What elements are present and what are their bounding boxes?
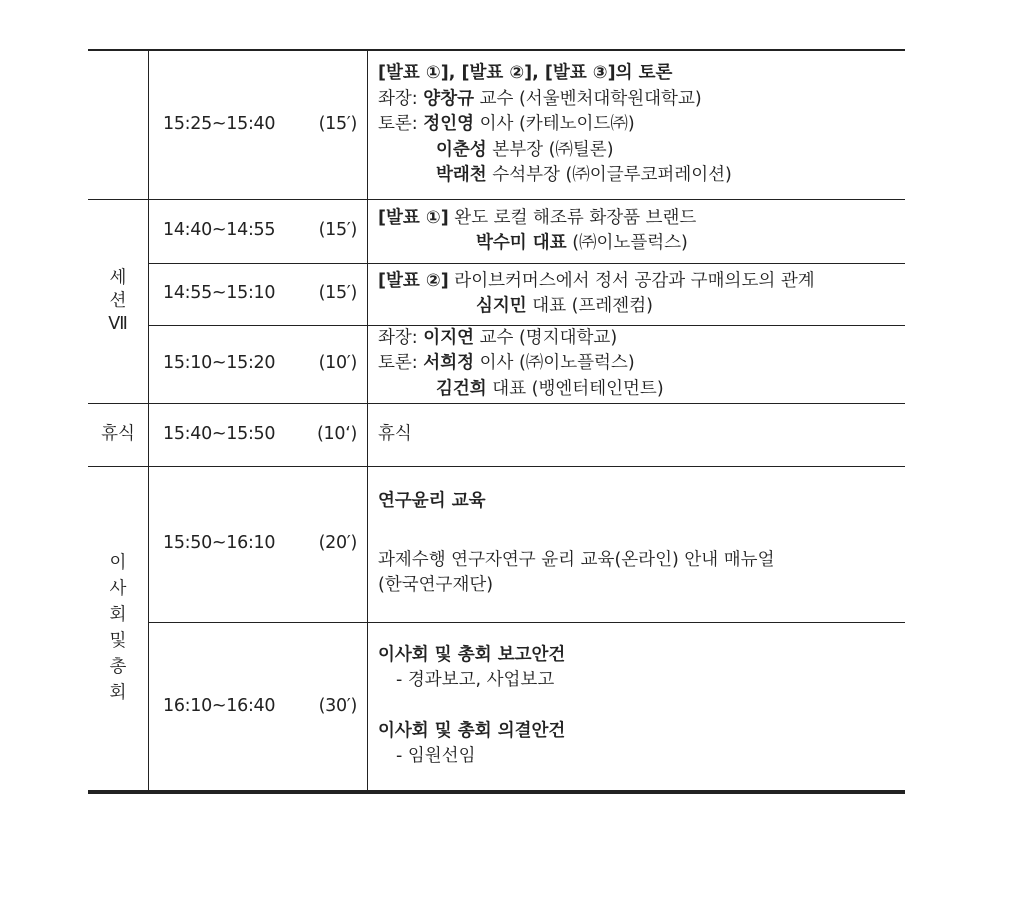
session-label: 세 션 Ⅶ <box>108 267 128 334</box>
detail-cell <box>368 403 906 466</box>
time-cell <box>149 50 368 199</box>
duration: (15′) <box>318 283 357 304</box>
time-cell <box>149 466 368 622</box>
discussant-line <box>378 138 905 164</box>
time-cell <box>149 403 368 466</box>
time-range: 15:10~15:20 <box>163 353 276 374</box>
time-cell <box>149 622 368 792</box>
presenter-name: 박수미 대표 <box>476 233 567 253</box>
chair-line: 좌장: 양창규 교수 (서울벤처대학원대학교) <box>378 88 702 109</box>
time-cell <box>149 325 368 403</box>
session-cell <box>88 50 149 199</box>
duration: (15′) <box>318 220 357 241</box>
discussant-name: 서희정 <box>423 353 475 374</box>
presenter-line <box>378 294 905 320</box>
chair-info: 교수 (명지대학교) <box>479 327 618 348</box>
time-cell <box>149 263 368 325</box>
discussion-title: [발표 ①], [발표 ②], [발표 ③]의 토론 <box>378 63 673 83</box>
discussant-line <box>378 377 905 403</box>
session-label-cell <box>88 466 149 792</box>
discussant-line: 토론: 서희정 이사 (㈜이노플럭스) <box>378 353 635 374</box>
discussant-name: 박래천 <box>436 165 487 185</box>
description-line: (한국연구재단) <box>378 575 494 596</box>
presenter-name: 심지민 <box>476 296 527 316</box>
section-title: 연구윤리 교육 <box>378 491 486 512</box>
duration: (20′) <box>318 533 357 554</box>
presentation-line <box>378 269 905 295</box>
discussant-name: 정인영 <box>423 114 475 134</box>
presentation-label: [발표 ②] <box>378 270 449 291</box>
discussant-line <box>378 163 905 189</box>
agenda-item: - 경과보고, 사업보고 <box>396 670 555 691</box>
presenter-info: (㈜이노플럭스) <box>572 233 688 253</box>
chair-line: 좌장: 이지연 교수 (명지대학교) <box>378 327 618 348</box>
schedule-row <box>88 263 905 325</box>
discussant-info: 본부장 (㈜틸론) <box>492 139 614 160</box>
discussant-info: 이사 (㈜이노플럭스) <box>479 353 635 374</box>
duration: (15′) <box>318 114 357 134</box>
detail-cell <box>368 263 906 325</box>
agenda-title: 이사회 및 총회 보고안건 <box>378 644 566 665</box>
duration: (10′) <box>318 353 357 374</box>
description-line: 과제수행 연구자연구 윤리 교육(온라인) 안내 매뉴얼 <box>378 549 775 570</box>
time-range: 15:25~15:40 <box>163 114 276 134</box>
chair-name: 양창규 <box>423 88 475 109</box>
presentation-label: [발표 ①] <box>378 207 449 228</box>
chair-info: 교수 (서울벤처대학원대학교) <box>479 88 702 109</box>
discussant-info: 대표 (뱅엔터테인먼트) <box>492 378 664 399</box>
time-range: 14:40~14:55 <box>163 220 276 241</box>
schedule-row <box>88 403 905 466</box>
time-range: 15:40~15:50 <box>163 423 276 444</box>
time-range: 16:10~16:40 <box>163 695 276 716</box>
presentation-line <box>378 206 905 232</box>
time-cell <box>149 199 368 263</box>
schedule-row <box>88 622 905 792</box>
presentation-title: 라이브커머스에서 정서 공감과 구매의도의 관계 <box>454 270 815 291</box>
discussant-name: 김건희 <box>436 378 487 399</box>
presenter-info: 대표 (프레젠컴) <box>532 296 653 316</box>
schedule-row <box>88 325 905 403</box>
presentation-title: 완도 로컬 해조류 화장품 브랜드 <box>454 207 697 228</box>
detail-cell <box>368 466 906 622</box>
session-label: 이 사 회 및 총 회 <box>109 553 127 704</box>
session-label-cell <box>88 403 149 466</box>
presenter-line <box>378 231 905 257</box>
discussant-info: 이사 (카테노이드㈜) <box>479 114 635 134</box>
session-label-cell <box>88 199 149 403</box>
schedule-table <box>88 49 905 794</box>
discussant-info: 수석부장 (㈜이글루코퍼레이션) <box>492 165 732 185</box>
session-label: 휴식 <box>101 423 135 444</box>
duration: (30′) <box>318 695 357 716</box>
detail-cell <box>368 622 906 792</box>
detail-cell <box>368 199 906 263</box>
schedule-row <box>88 199 905 263</box>
discussant-line: 토론: 정인영 이사 (카테노이드㈜) <box>378 114 635 134</box>
break-text: 휴식 <box>378 423 412 444</box>
duration: (10‘) <box>317 423 357 444</box>
detail-cell <box>368 325 906 403</box>
detail-cell <box>368 50 906 199</box>
agenda-item: - 임원선임 <box>396 746 476 767</box>
time-range: 15:50~16:10 <box>163 533 276 554</box>
agenda-title: 이사회 및 총회 의결안건 <box>378 720 566 741</box>
schedule-row <box>88 466 905 622</box>
time-range: 14:55~15:10 <box>163 283 276 304</box>
schedule-row <box>88 50 905 199</box>
discussant-name: 이춘성 <box>436 139 487 160</box>
chair-name: 이지연 <box>423 327 475 348</box>
